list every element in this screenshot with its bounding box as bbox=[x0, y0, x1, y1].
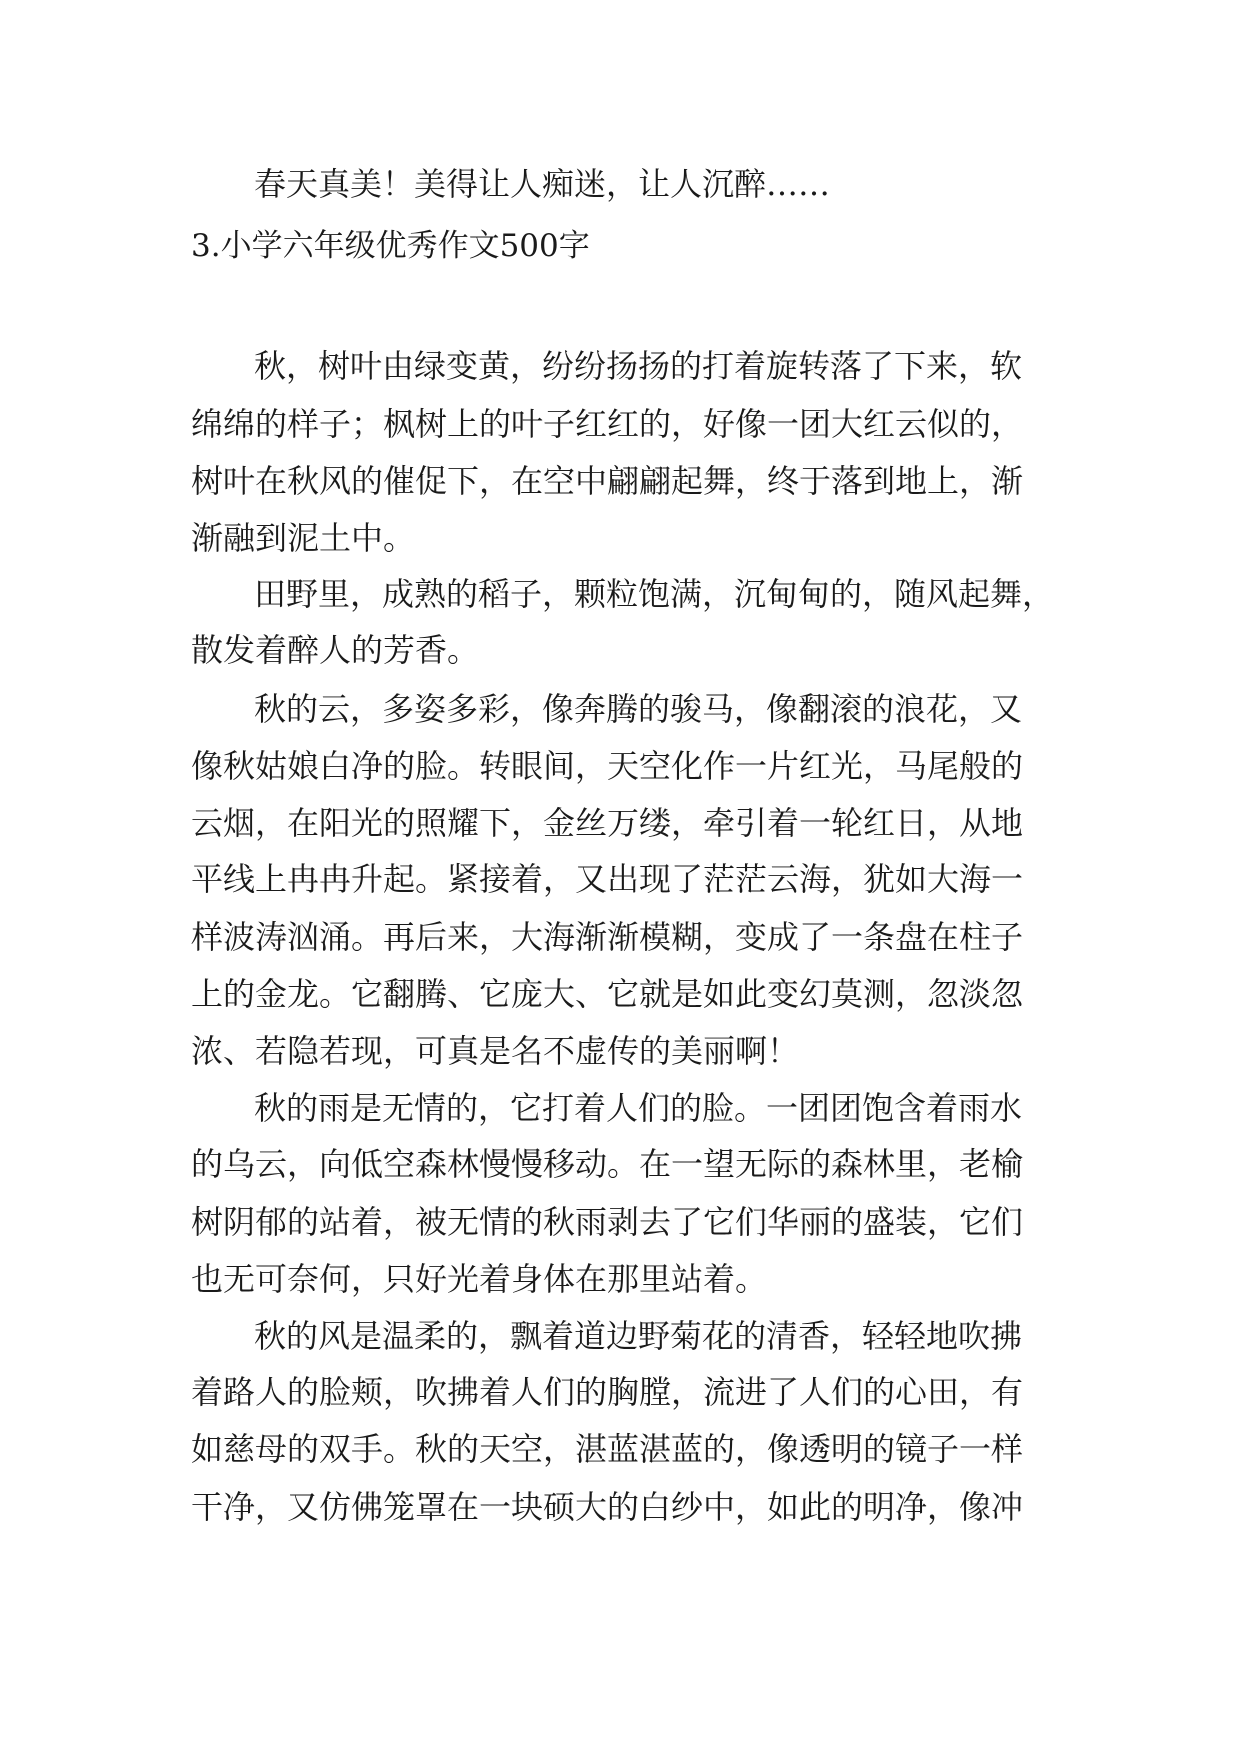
text-line: 像秋姑娘白净的脸。转眼间，天空化作一片红光，马尾般的 bbox=[191, 747, 1024, 785]
text-line: 的乌云，向低空森林慢慢移动。在一望无际的森林里，老榆 bbox=[191, 1145, 1024, 1183]
text-line: 秋的云，多姿多彩，像奔腾的骏马，像翻滚的浪花，又 bbox=[254, 690, 1023, 728]
text-line: 散发着醉人的芳香。 bbox=[191, 631, 480, 669]
text-line: 着路人的脸颊，吹拂着人们的胸膛，流进了人们的心田，有 bbox=[191, 1373, 1024, 1411]
text-line: 样波涛汹涌。再后来，大海渐渐模糊，变成了一条盘在柱子 bbox=[191, 918, 1024, 956]
text-line: 云烟，在阳光的照耀下，金丝万缕，牵引着一轮红日，从地 bbox=[191, 804, 1024, 842]
text-line: 田野里，成熟的稻子，颗粒饱满，沉甸甸的，随风起舞， bbox=[254, 575, 1055, 613]
text-line: 树阴郁的站着，被无情的秋雨剥去了它们华丽的盛装，它们 bbox=[191, 1203, 1024, 1241]
intro-line: 春天真美！美得让人痴迷，让人沉醉…… bbox=[254, 165, 831, 203]
text-line: 平线上冉冉升起。紧接着，又出现了茫茫云海，犹如大海一 bbox=[191, 860, 1024, 898]
text-line: 树叶在秋风的催促下，在空中翩翩起舞，终于落到地上，渐 bbox=[191, 462, 1024, 500]
text-line: 干净，又仿佛笼罩在一块硕大的白纱中，如此的明净，像冲 bbox=[191, 1488, 1024, 1526]
text-line: 浓、若隐若现，可真是名不虚传的美丽啊！ bbox=[191, 1032, 800, 1070]
text-line: 秋，树叶由绿变黄，纷纷扬扬的打着旋转落了下来，软 bbox=[254, 347, 1023, 385]
text-line: 渐融到泥土中。 bbox=[191, 519, 416, 557]
text-line: 也无可奈何，只好光着身体在那里站着。 bbox=[191, 1260, 768, 1298]
text-line: 秋的风是温柔的，飘着道边野菊花的清香，轻轻地吹拂 bbox=[254, 1317, 1023, 1355]
text-line: 上的金龙。它翻腾、它庞大、它就是如此变幻莫测，忽淡忽 bbox=[191, 975, 1024, 1013]
essay-heading: 3.小学六年级优秀作文500字 bbox=[191, 228, 590, 264]
text-line: 绵绵的样子；枫树上的叶子红红的，好像一团大红云似的， bbox=[191, 405, 1024, 443]
text-line: 秋的雨是无情的，它打着人们的脸。一团团饱含着雨水 bbox=[254, 1089, 1023, 1127]
text-line: 如慈母的双手。秋的天空，湛蓝湛蓝的，像透明的镜子一样 bbox=[191, 1430, 1024, 1468]
